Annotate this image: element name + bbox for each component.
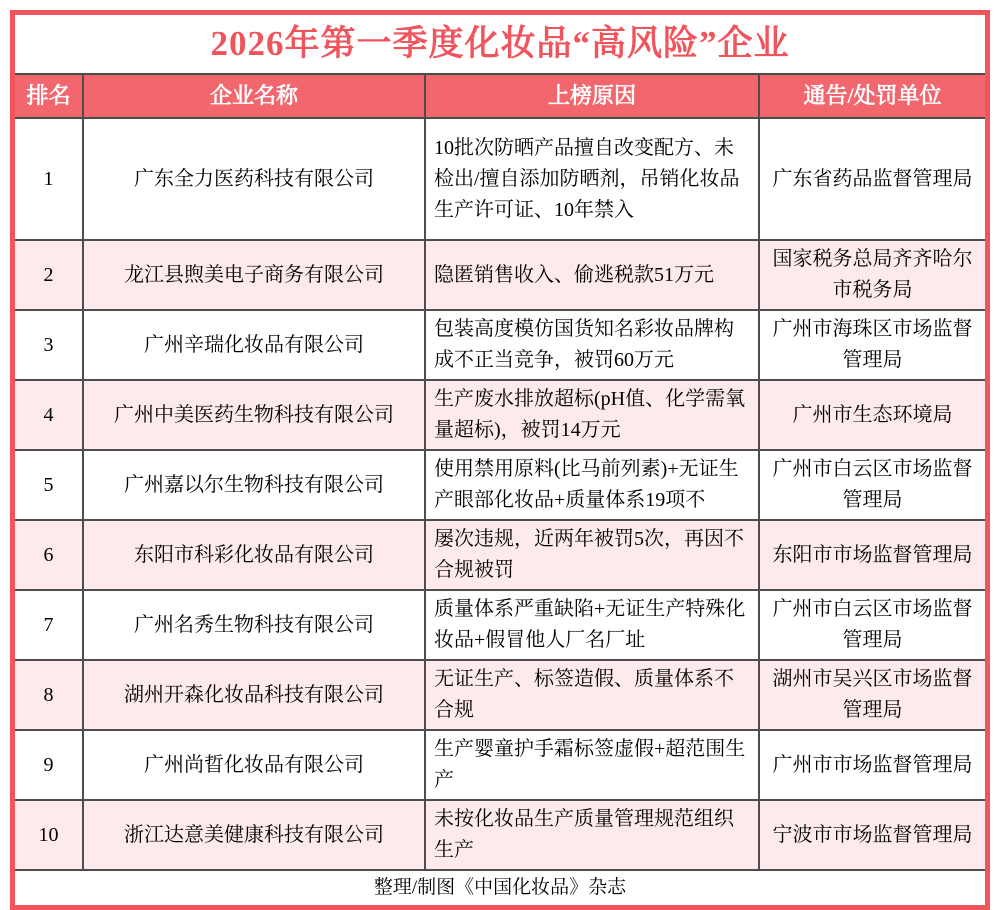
- column-header-agency: 通告/处罚单位: [759, 74, 985, 118]
- agency-cell: 广东省药品监督管理局: [759, 118, 985, 240]
- column-header-reason: 上榜原因: [425, 74, 759, 118]
- table-row: [15, 800, 985, 870]
- agency-cell: 湖州市吴兴区市场监督管理局: [759, 660, 985, 730]
- company-cell: 广州尚晢化妆品有限公司: [83, 730, 425, 800]
- reason-cell: 未按化妆品生产质量管理规范组织生产: [425, 800, 759, 870]
- rank-cell: 4: [15, 380, 83, 450]
- table-row: [15, 380, 985, 450]
- agency-cell: 广州市生态环境局: [759, 380, 985, 450]
- table-row: [15, 118, 985, 240]
- header-row: [15, 74, 985, 118]
- company-cell: 湖州开森化妆品科技有限公司: [83, 660, 425, 730]
- rank-cell: 10: [15, 800, 83, 870]
- reason-cell: 10批次防晒产品擅自改变配方、未检出/擅自添加防晒剂，吊销化妆品生产许可证、10年禁入: [425, 118, 759, 240]
- table-frame: [10, 10, 990, 910]
- footer-row: [15, 870, 985, 904]
- agency-cell: 宁波市市场监督管理局: [759, 800, 985, 870]
- agency-cell: 广州市海珠区市场监督管理局: [759, 310, 985, 380]
- reason-cell: 隐匿销售收入、偷逃税款51万元: [425, 240, 759, 310]
- column-header-rank: 排名: [15, 74, 83, 118]
- agency-cell: 广州市白云区市场监督管理局: [759, 590, 985, 660]
- company-cell: 广东全力医药科技有限公司: [83, 118, 425, 240]
- company-cell: 广州中美医药生物科技有限公司: [83, 380, 425, 450]
- rank-cell: 9: [15, 730, 83, 800]
- rank-cell: 1: [15, 118, 83, 240]
- table-row: [15, 240, 985, 310]
- column-header-company: 企业名称: [83, 74, 425, 118]
- high-risk-companies-table: [15, 15, 985, 905]
- table-row: [15, 660, 985, 730]
- reason-cell: 使用禁用原料(比马前列素)+无证生产眼部化妆品+质量体系19项不: [425, 450, 759, 520]
- reason-cell: 质量体系严重缺陷+无证生产特殊化妆品+假冒他人厂名厂址: [425, 590, 759, 660]
- company-cell: 浙江达意美健康科技有限公司: [83, 800, 425, 870]
- table-row: [15, 590, 985, 660]
- reason-cell: 生产婴童护手霜标签虚假+超范围生产: [425, 730, 759, 800]
- source-credit: 整理/制图《中国化妆品》杂志: [15, 870, 985, 904]
- rank-cell: 5: [15, 450, 83, 520]
- reason-cell: 包装高度模仿国货知名彩妆品牌构成不正当竞争，被罚60万元: [425, 310, 759, 380]
- agency-cell: 国家税务总局齐齐哈尔市税务局: [759, 240, 985, 310]
- reason-cell: 屡次违规，近两年被罚5次，再因不合规被罚: [425, 520, 759, 590]
- rank-cell: 8: [15, 660, 83, 730]
- agency-cell: 东阳市市场监督管理局: [759, 520, 985, 590]
- company-cell: 龙江县煦美电子商务有限公司: [83, 240, 425, 310]
- company-cell: 广州嘉以尔生物科技有限公司: [83, 450, 425, 520]
- table-row: [15, 730, 985, 800]
- table-row: [15, 310, 985, 380]
- agency-cell: 广州市市场监督管理局: [759, 730, 985, 800]
- company-cell: 广州辛瑞化妆品有限公司: [83, 310, 425, 380]
- rank-cell: 3: [15, 310, 83, 380]
- company-cell: 东阳市科彩化妆品有限公司: [83, 520, 425, 590]
- rank-cell: 7: [15, 590, 83, 660]
- rank-cell: 6: [15, 520, 83, 590]
- table-row: [15, 520, 985, 590]
- reason-cell: 生产废水排放超标(pH值、化学需氧量超标)，被罚14万元: [425, 380, 759, 450]
- table-row: [15, 450, 985, 520]
- rank-cell: 2: [15, 240, 83, 310]
- reason-cell: 无证生产、标签造假、质量体系不合规: [425, 660, 759, 730]
- agency-cell: 广州市白云区市场监督管理局: [759, 450, 985, 520]
- company-cell: 广州名秀生物科技有限公司: [83, 590, 425, 660]
- title-row: [15, 15, 985, 74]
- page-title: 2026年第一季度化妆品“高风险”企业: [15, 15, 985, 74]
